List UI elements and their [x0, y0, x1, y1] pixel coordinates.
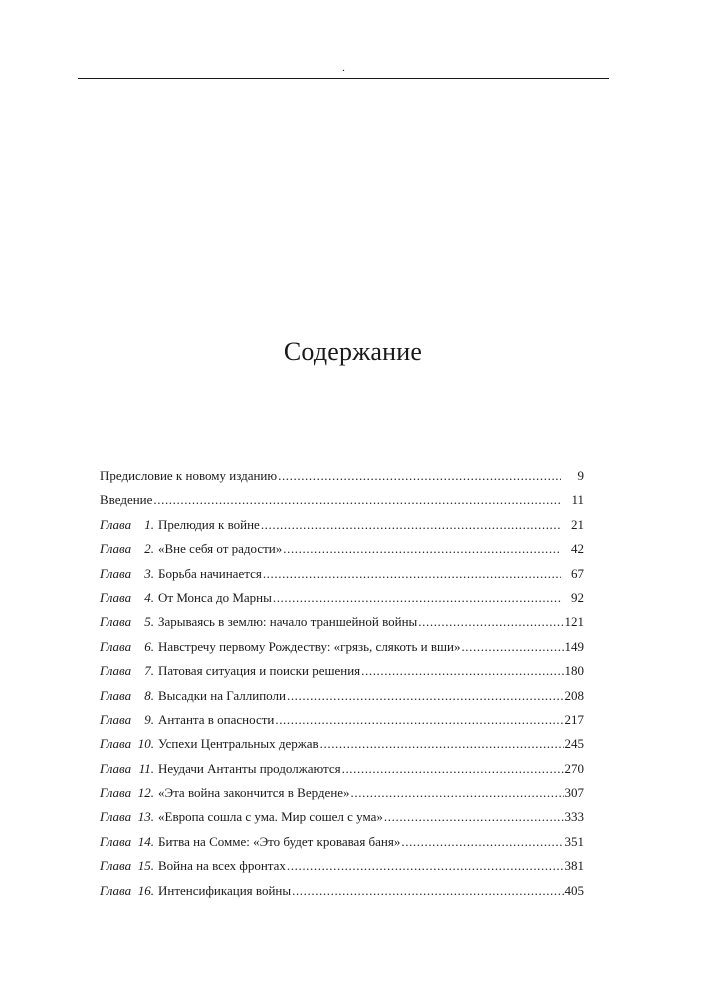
chapter-label	[100, 732, 158, 756]
dot-leader	[461, 635, 563, 659]
toc-page-number: 180	[564, 663, 584, 679]
dot-leader	[278, 464, 561, 488]
chapter-number: 6.	[144, 638, 154, 654]
toc-entry-title: Успехи Центральных держав	[158, 736, 319, 752]
chapter-number: 1.	[144, 516, 154, 532]
chapter-number: 9.	[144, 711, 154, 727]
chapter-label	[100, 659, 158, 683]
toc-entry-title: Предисловие к новому изданию	[100, 468, 278, 483]
dot-leader	[384, 805, 564, 829]
toc-entry[interactable]	[100, 854, 584, 878]
chapter-label	[100, 781, 158, 805]
toc-page-number: 92	[571, 589, 584, 605]
toc-entry[interactable]	[100, 610, 584, 634]
toc-entry-title: «Европа сошла с ума. Мир сошел с ума»	[158, 809, 383, 825]
table-of-contents	[100, 464, 584, 903]
toc-entry-title: Зарываясь в землю: начало траншейной войны	[158, 614, 418, 630]
toc-page-number: 351	[564, 833, 584, 849]
chapter-word: Глава	[100, 760, 132, 776]
dot-leader	[261, 513, 561, 537]
toc-entry[interactable]	[100, 708, 584, 732]
chapter-number: 14.	[137, 833, 154, 849]
chapter-number: 8.	[144, 687, 154, 703]
chapter-word: Глава	[100, 589, 132, 605]
dot-leader	[287, 684, 564, 708]
toc-entry-title: Прелюдия к войне	[158, 516, 260, 532]
chapter-label	[100, 805, 158, 829]
dot-leader	[351, 781, 564, 805]
toc-entry[interactable]	[100, 830, 584, 854]
toc-page-number: 11	[571, 492, 584, 508]
chapter-label	[100, 854, 158, 878]
dot-leader	[342, 757, 564, 781]
toc-entry[interactable]	[100, 586, 584, 610]
toc-entry-title: Введение	[100, 492, 153, 508]
toc-entry[interactable]	[100, 635, 584, 659]
toc-page-number: 381	[564, 858, 584, 874]
chapter-label	[100, 684, 158, 708]
toc-entry[interactable]	[100, 464, 584, 488]
chapter-word: Глава	[100, 687, 132, 703]
chapter-number: 2.	[144, 541, 154, 557]
chapter-number: 16.	[137, 882, 154, 898]
toc-page-number: 121	[564, 614, 584, 630]
toc-entry[interactable]	[100, 781, 584, 805]
chapter-word: Глава	[100, 541, 132, 557]
dot-leader	[320, 732, 564, 756]
chapter-word: Глава	[100, 809, 132, 825]
toc-entry[interactable]	[100, 659, 584, 683]
dot-leader	[418, 610, 563, 634]
toc-entry-title: Интенсификация войны	[158, 882, 292, 898]
toc-page-number: 245	[564, 736, 584, 752]
toc-entry-title: Неудачи Антанты продолжаются	[158, 760, 341, 776]
toc-page-number: 333	[564, 809, 584, 825]
running-head: .	[342, 62, 345, 74]
toc-entry-title: Борьба начинается	[158, 565, 262, 581]
toc-page-number: 67	[571, 565, 584, 581]
toc-entry-title: От Монса до Марны	[158, 589, 272, 605]
chapter-label	[100, 537, 158, 561]
chapter-number: 15.	[137, 858, 154, 874]
toc-entry[interactable]	[100, 513, 584, 537]
chapter-number: 3.	[144, 565, 154, 581]
toc-entry[interactable]	[100, 537, 584, 561]
toc-entry-title: Война на всех фронтах	[158, 858, 286, 874]
toc-page-number: 208	[564, 687, 584, 703]
toc-entry-title: Антанта в опасности	[158, 711, 275, 727]
chapter-label	[100, 879, 158, 903]
chapter-label	[100, 757, 158, 781]
dot-leader	[275, 708, 563, 732]
chapter-label	[100, 708, 158, 732]
toc-entry-title: «Эта война закончится в Вердене»	[158, 785, 350, 801]
toc-entry[interactable]	[100, 757, 584, 781]
header-rule	[78, 78, 609, 79]
toc-page-number: 270	[564, 760, 584, 776]
chapter-word: Глава	[100, 785, 132, 801]
chapter-number: 11.	[138, 760, 154, 776]
dot-leader	[273, 586, 561, 610]
toc-entry[interactable]	[100, 562, 584, 586]
toc-page-number: 9	[577, 468, 584, 483]
dot-leader	[287, 854, 564, 878]
chapter-number: 13.	[137, 809, 154, 825]
chapter-label	[100, 586, 158, 610]
chapter-word: Глава	[100, 711, 132, 727]
chapter-number: 10.	[137, 736, 154, 752]
chapter-word: Глава	[100, 858, 132, 874]
chapter-label	[100, 513, 158, 537]
toc-page-number: 21	[571, 516, 584, 532]
chapter-label	[100, 562, 158, 586]
toc-page-number: 307	[564, 785, 584, 801]
toc-page-number: 217	[564, 711, 584, 727]
chapter-word: Глава	[100, 516, 132, 532]
toc-entry[interactable]	[100, 805, 584, 829]
dot-leader	[401, 830, 563, 854]
toc-entry-title: Патовая ситуация и поиски решения	[158, 663, 361, 679]
chapter-number: 4.	[144, 589, 154, 605]
chapter-label	[100, 610, 158, 634]
dot-leader	[153, 488, 561, 512]
chapter-word: Глава	[100, 882, 132, 898]
toc-page-number: 405	[564, 882, 584, 898]
toc-page-number: 42	[571, 541, 584, 557]
chapter-number: 12.	[137, 785, 154, 801]
toc-entry[interactable]	[100, 879, 584, 903]
dot-leader	[283, 537, 561, 561]
toc-entry-title: «Вне себя от радости»	[158, 541, 283, 557]
chapter-word: Глава	[100, 663, 132, 679]
page-title: Содержание	[283, 337, 423, 366]
toc-entry[interactable]	[100, 684, 584, 708]
toc-entry[interactable]	[100, 732, 584, 756]
dot-leader	[263, 562, 561, 586]
chapter-word: Глава	[100, 614, 132, 630]
chapter-word: Глава	[100, 638, 132, 654]
chapter-number: 5.	[144, 614, 154, 630]
dot-leader	[361, 659, 563, 683]
chapter-word: Глава	[100, 736, 132, 752]
chapter-word: Глава	[100, 565, 132, 581]
toc-entry[interactable]	[100, 488, 584, 512]
dot-leader	[292, 879, 563, 903]
toc-entry-title: Высадки на Галлиполи	[158, 687, 286, 703]
toc-page-number: 149	[564, 638, 584, 654]
chapter-label	[100, 830, 158, 854]
chapter-number: 7.	[144, 663, 154, 679]
chapter-word: Глава	[100, 833, 132, 849]
toc-entry-title: Навстречу первому Рождеству: «грязь, слякоть и вши»	[158, 638, 461, 654]
toc-entry-title: Битва на Сомме: «Это будет кровавая баня»	[158, 833, 401, 849]
chapter-label	[100, 635, 158, 659]
